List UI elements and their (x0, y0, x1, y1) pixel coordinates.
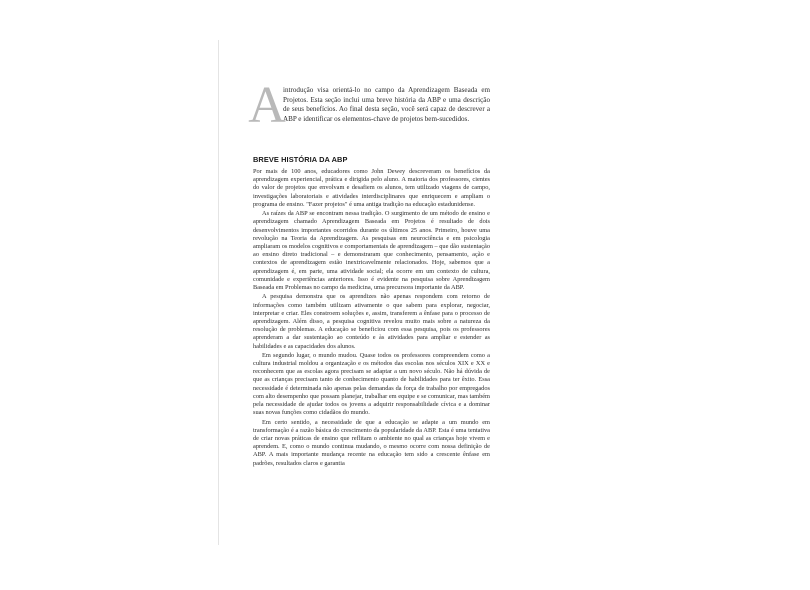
book-page (248, 77, 490, 468)
drop-cap-letter (248, 77, 286, 134)
section-heading: BREVE HISTÓRIA DA ABP (253, 155, 348, 164)
body-paragraph-3: A pesquisa demonstra que os aprendizes não apenas respondem com retorno de informações como também utilizam ativamente o que sabem para explorar, negociar, interpretar e criar. Eles constroem soluções e, assim, transferem a ênfase para o processo de aprendizagem. Além disso, a pesquisa cognitiva revelou muito mais sobre a natureza da resolução de problemas. A educação se beneficiou com essa pesquisa, pois os professores aprenderam a dar sustentação ao conteúdo e às atividades para ampliar e estender as habilidades e as capacidades dos alunos. (253, 293, 490, 350)
body-paragraph-2: As raízes da ABP se encontram nessa tradição. O surgimento de um método de ensino e aprendizagem chamado Aprendizagem Baseada em Projetos é resultado de dois desenvolvimentos importantes ocorridos durante os últimos 25 anos. Primeiro, houve uma revolução na Teoria da Aprendizagem. As pesquisas em neurociência e em psicologia ampliaram os modelos cognitivos e comportamentais de aprendizagem – que dão sustentação ao ensino direto tradicional – e demonstraram que conhecimento, pensamento, ação e contextos de aprendizagem estão inextricavelmente relacionados. Hoje, sabemos que a aprendizagem é, em parte, uma atividade social; ela ocorre em um contexto de cultura, comunidade e experiências anteriores. Isso é evidente na pesquisa sobre Aprendizagem Baseada em Problemas no campo da medicina, uma precursora importante da ABP. (253, 210, 490, 292)
intro-block (248, 77, 490, 146)
drop-cap-glyph (248, 77, 286, 134)
page-gutter-line (218, 40, 219, 545)
body-paragraph-4: Em segundo lugar, o mundo mudou. Quase todos os professores compreendem como a cultura industrial moldou a organização e os métodos das escolas nos séculos XIX e XX e reconhecem que as escolas agora precisam se adaptar a um novo século. Não há dúvida de que as crianças precisam tanto de conhecimento quanto de habilidades para ter êxito. Essa necessidade é determinada não apenas pelas demandas da força de trabalho por empregados com alto desempenho que possam planejar, trabalhar em equipe e se comunicar, mas também pela necessidade de ajudar todos os jovens a adquirir responsabilidade cívica e a dominar suas novas funções como cidadãos do mundo. (253, 351, 490, 417)
intro-paragraph: introdução visa orientá-lo no campo da Aprendizagem Baseada em Projetos. Esta seção inclui uma breve história da ABP e uma descrição de seus benefícios. Ao final desta seção, você será capaz de descrever a ABP e identificar os elementos-chave de projetos bem-sucedidos. (283, 86, 490, 123)
body-paragraph-1: Por mais de 100 anos, educadores como John Dewey descreveram os benefícios da aprendizagem experiencial, prática e dirigida pelo aluno. A maioria dos professores, cientes do valor de projetos que envolvam e desafiem os alunos, tem utilizado viagens de campo, investigações laboratoriais e atividades interdisciplinares que enriquecem e ampliam o programa de ensino. "Fazer projetos" é uma antiga tradição na educação estadunidense. (253, 168, 490, 208)
body-paragraph-5: Em certo sentido, a necessidade de que a educação se adapte a um mundo em transformação é a razão básica do crescimento da popularidade da ABP. Esta é uma tentativa de criar novas práticas de ensino que reflitam o ambiente no qual as crianças hoje vivem e aprendem. E, como o mundo continua mudando, o mesmo ocorre com nossa definição de ABP. A mais importante mudança recente na educação tem sido a crescente ênfase em padrões, resultados claros e garantia (253, 418, 490, 467)
drop-cap-text: A (248, 77, 286, 134)
